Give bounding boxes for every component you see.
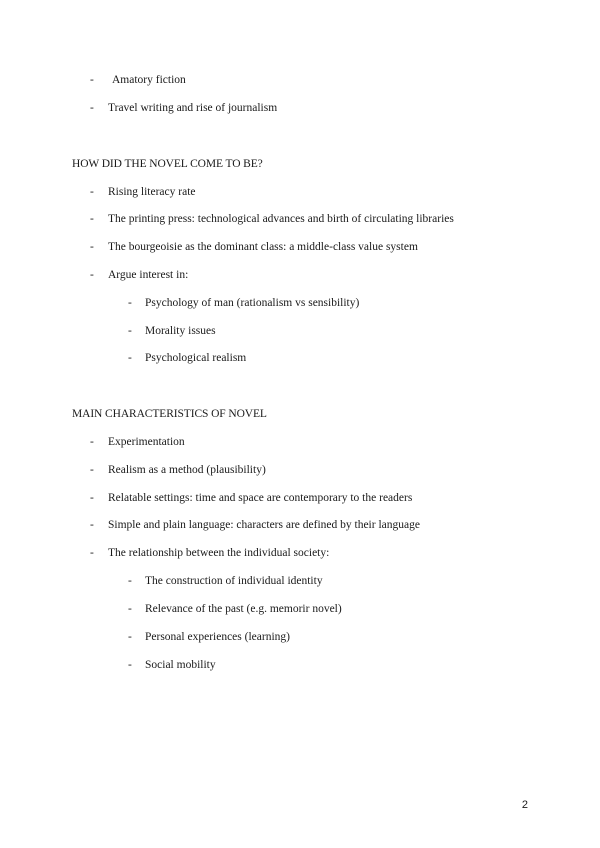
bullet-dash: -: [128, 352, 132, 364]
list-item-text: The relationship between the individual society:: [108, 547, 330, 559]
bullet-dash: -: [90, 436, 94, 448]
sub-list-item-text: The construction of individual identity: [145, 575, 323, 587]
bullet-dash: -: [128, 603, 132, 615]
list-item-text: The printing press: technological advances and birth of circulating libraries: [108, 213, 454, 225]
bullet-dash: -: [128, 325, 132, 337]
list-item-text: Amatory fiction: [112, 74, 186, 86]
sub-list-item-text: Psychological realism: [145, 352, 247, 364]
sub-list-item-text: Social mobility: [145, 659, 216, 671]
bullet-dash: -: [128, 659, 132, 671]
bullet-dash: -: [90, 269, 94, 281]
bullet-dash: -: [90, 213, 94, 225]
bullet-dash: -: [128, 297, 132, 309]
section-heading: HOW DID THE NOVEL COME TO BE?: [72, 158, 263, 170]
bullet-dash: -: [90, 74, 94, 86]
list-item-text: Realism as a method (plausibility): [108, 464, 266, 476]
bullet-dash: -: [90, 464, 94, 476]
sub-list-item-text: Psychology of man (rationalism vs sensibility): [145, 297, 360, 309]
list-item-text: Experimentation: [108, 436, 185, 448]
sub-list-item-text: Morality issues: [145, 325, 216, 337]
list-item-text: Relatable settings: time and space are contemporary to the readers: [108, 492, 413, 504]
list-item-text: Argue interest in:: [108, 269, 189, 281]
list-item-text: The bourgeoisie as the dominant class: a middle-class value system: [108, 241, 418, 253]
bullet-dash: -: [90, 547, 94, 559]
sub-list-item-text: Relevance of the past (e.g. memorir novel): [145, 603, 342, 615]
list-item-text: Simple and plain language: characters are defined by their language: [108, 519, 420, 531]
bullet-dash: -: [90, 186, 94, 198]
bullet-dash: -: [90, 492, 94, 504]
section-heading: MAIN CHARACTERISTICS OF NOVEL: [72, 408, 267, 420]
bullet-dash: -: [128, 631, 132, 643]
bullet-dash: -: [90, 102, 94, 114]
list-item-text: Travel writing and rise of journalism: [108, 102, 278, 114]
bullet-dash: -: [90, 519, 94, 531]
page-number: 2: [521, 799, 528, 811]
bullet-dash: -: [90, 241, 94, 253]
sub-list-item-text: Personal experiences (learning): [145, 631, 290, 643]
list-item-text: Rising literacy rate: [108, 186, 196, 198]
bullet-dash: -: [128, 575, 132, 587]
